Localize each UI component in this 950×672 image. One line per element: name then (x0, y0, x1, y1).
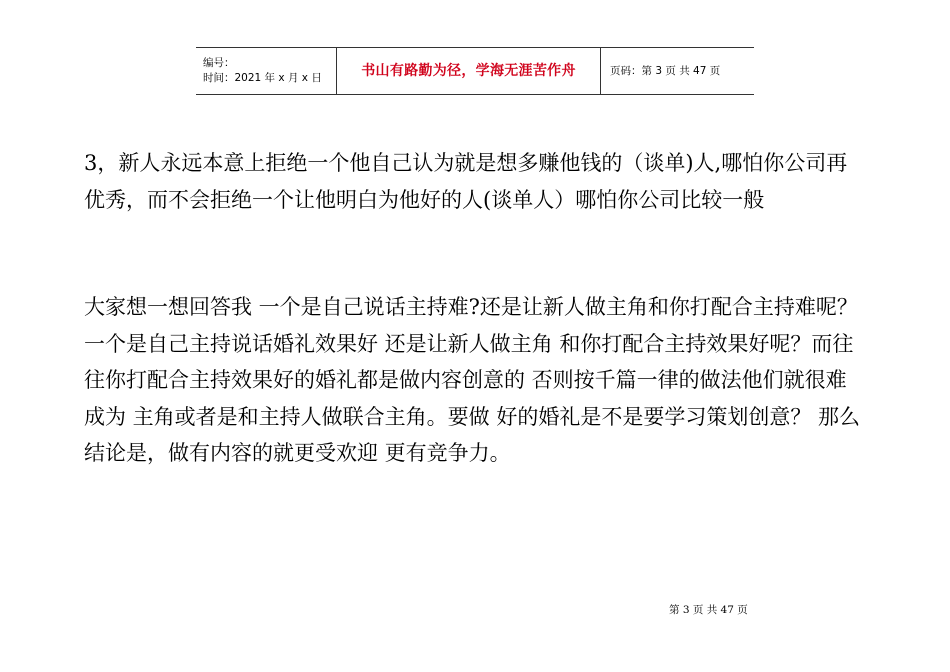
header-motto-cell (337, 48, 601, 94)
header-page-cell (601, 48, 754, 94)
paragraph-1: 3，新人永远本意上拒绝一个他自己认为就是想多赚他钱的（谈单)人,哪怕你公司再优秀，而不会拒绝一个让他明白为他好的人(谈单人）哪怕你公司比较一般 (84, 151, 848, 212)
motto-text: 书山有路勤为径，学海无涯苦作舟 (361, 62, 576, 79)
paragraph-2: 大家想一想回答我 一个是自己说话主持难?还是让新人做主角和你打配合主持难呢？一个是自己主持说话婚礼效果好 还是让新人做主角 和你打配合主持效果好呢？而往往你打配合主持效果好的婚礼都是做内容创意的 否则按千篇一律的做法他们就很难成为 主角或者是和主持人做联合主角。要做 好的婚礼是不是要学习策划创意？ 那么结论是，做有内容的就更受欢迎 更有竞争力。 (84, 295, 861, 465)
page-header (196, 47, 754, 95)
header-info-cell (196, 48, 337, 94)
page-code-label: 页码：第 3 页 共 47 页 (610, 64, 721, 77)
page-footer: 第 3 页 共 47 页 (669, 604, 748, 616)
date-label: 时间：2021 年 x 月 x 日 (203, 72, 322, 84)
serial-number-label: 编号： (203, 57, 235, 69)
